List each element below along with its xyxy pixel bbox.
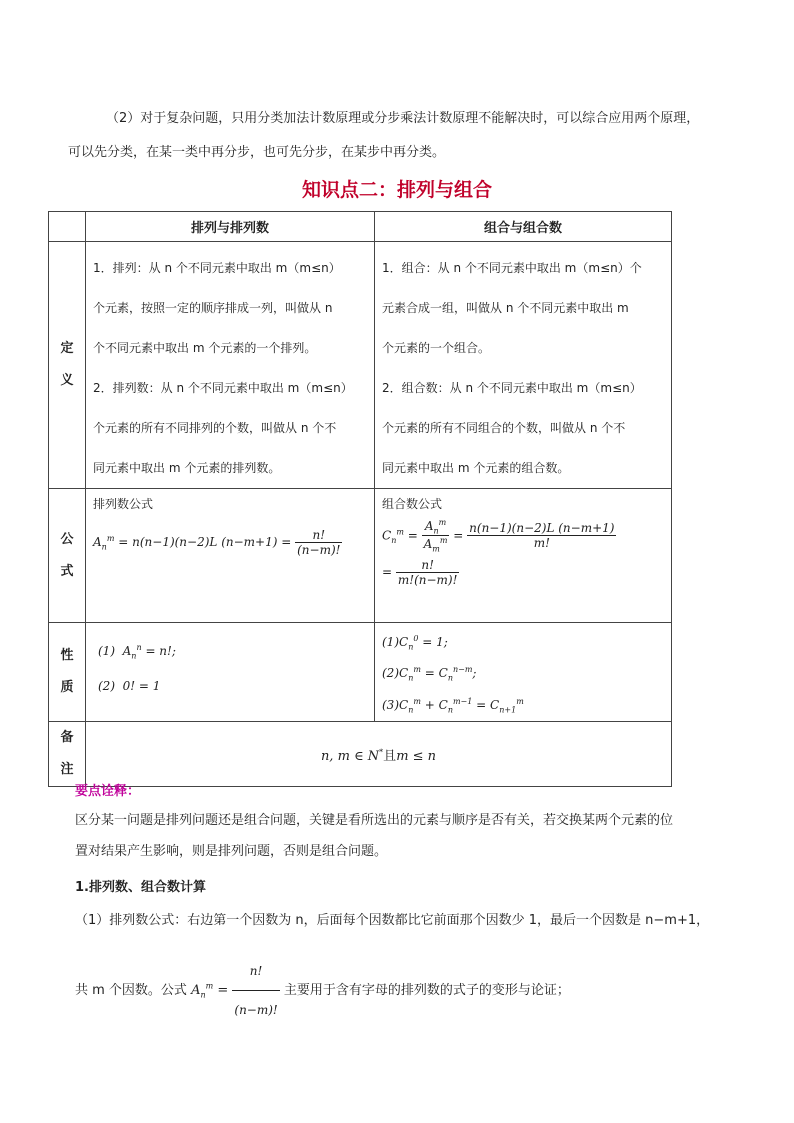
intro-line-1: （2）对于复杂问题，只用分类加法计数原理或分步乘法计数原理不能解决时，可以综合应用两个原理， xyxy=(106,111,700,126)
property-permutation: (1) $A_n^n = n$!; (2) 0! = 1 xyxy=(86,623,375,722)
item1-line-2: 共 m 个因数。公式 $A_n^m$ = $\frac{n!}{(n-m)!}$ 主要用于含有字母的排列数的式子的变形与论证； xyxy=(75,952,570,1029)
definition-combination: 1．组合：从 n 个不同元素中取出 m（m≤n）个 元素合成一组，叫做从 n 个不同元素中取出 m 个元素的一个组合。 2．组合数：从 n 个不同元素中取出 m（m≤n） 个元素的所有不同组合的个数，叫做从 n 个不 同元素中取出 m 个元素的组合数。 xyxy=(375,242,672,489)
col-header-permutation: 排列与排列数 xyxy=(86,212,375,242)
property-combination: $(1)C_n^0 = 1$; $(2)C_n^m = C_n^{n-m}$; $(3)C_n^m + C_n^{m-1} = C_{n+1}^m$ xyxy=(375,623,672,722)
notes-line-2: 置对结果产生影响，则是排列问题，否则是组合问题。 xyxy=(75,844,388,859)
subsection-title: 1.排列数、组合数计算 xyxy=(75,880,206,895)
corner-cell xyxy=(49,212,86,242)
permutation-combination-table xyxy=(48,211,672,787)
row-label-property: 性 质 xyxy=(49,623,86,722)
notes-title: 要点诠释： xyxy=(75,784,141,799)
remark-content: n, m ∈ N*且m ≤ n xyxy=(86,722,672,787)
formula-permutation: 排列数公式 $A_n^m = n(n-1)(n-2)L$ (n−m+1) = $\frac{n!}{(n-m)!}$ xyxy=(86,489,375,623)
row-label-formula: 公 式 xyxy=(49,489,86,623)
intro-line-2: 可以先分类，在某一类中再分步，也可先分步，在某步中再分类。 xyxy=(68,145,446,160)
permutation-formula: $A_n^m = n(n-1)(n-2)L$ (n−m+1) = $\frac{n!}{(n-m)!}$ xyxy=(93,528,341,557)
col-header-combination: 组合与组合数 xyxy=(375,212,672,242)
definition-permutation: 1．排列：从 n 个不同元素中取出 m（m≤n） 个元素，按照一定的顺序排成一列，叫做从 n 个不同元素中取出 m 个元素的一个排列。 2．排列数：从 n 个不同元素中取出 m（m≤n） 个元素的所有不同排列的个数，叫做从 n 个不 同元素中取出 m 个元素的排列数。 xyxy=(86,242,375,489)
row-label-remark: 备 注 xyxy=(49,722,86,787)
notes-line-1: 区分某一问题是排列问题还是组合问题，关键是看所选出的元素与顺序是否有关，若交换某两个元素的位 xyxy=(75,813,674,828)
formula-combination: 组合数公式 $C_n^m$ = $\frac{A_n^m}{A_m^m}$ = $\frac{n(n-1)(n-2)L (n-m+1)}{m!}$ = $\frac{n!}{m!(n-m)!}$ xyxy=(375,489,672,623)
row-label-definition: 定 义 xyxy=(49,242,86,489)
combination-formula-cont: = $\frac{n!}{m!(n-m)!}$ xyxy=(382,557,458,587)
item1-line-1: （1）排列数公式：右边第一个因数为 n，后面每个因数都比它前面那个因数少 1，最后一个因数是 n−m+1， xyxy=(75,913,710,928)
combination-formula: $C_n^m$ = $\frac{A_n^m}{A_m^m}$ = $\frac{n(n-1)(n-2)L (n-m+1)}{m!}$ xyxy=(382,518,615,554)
section-title: 知识点二：排列与组合 xyxy=(301,179,492,201)
